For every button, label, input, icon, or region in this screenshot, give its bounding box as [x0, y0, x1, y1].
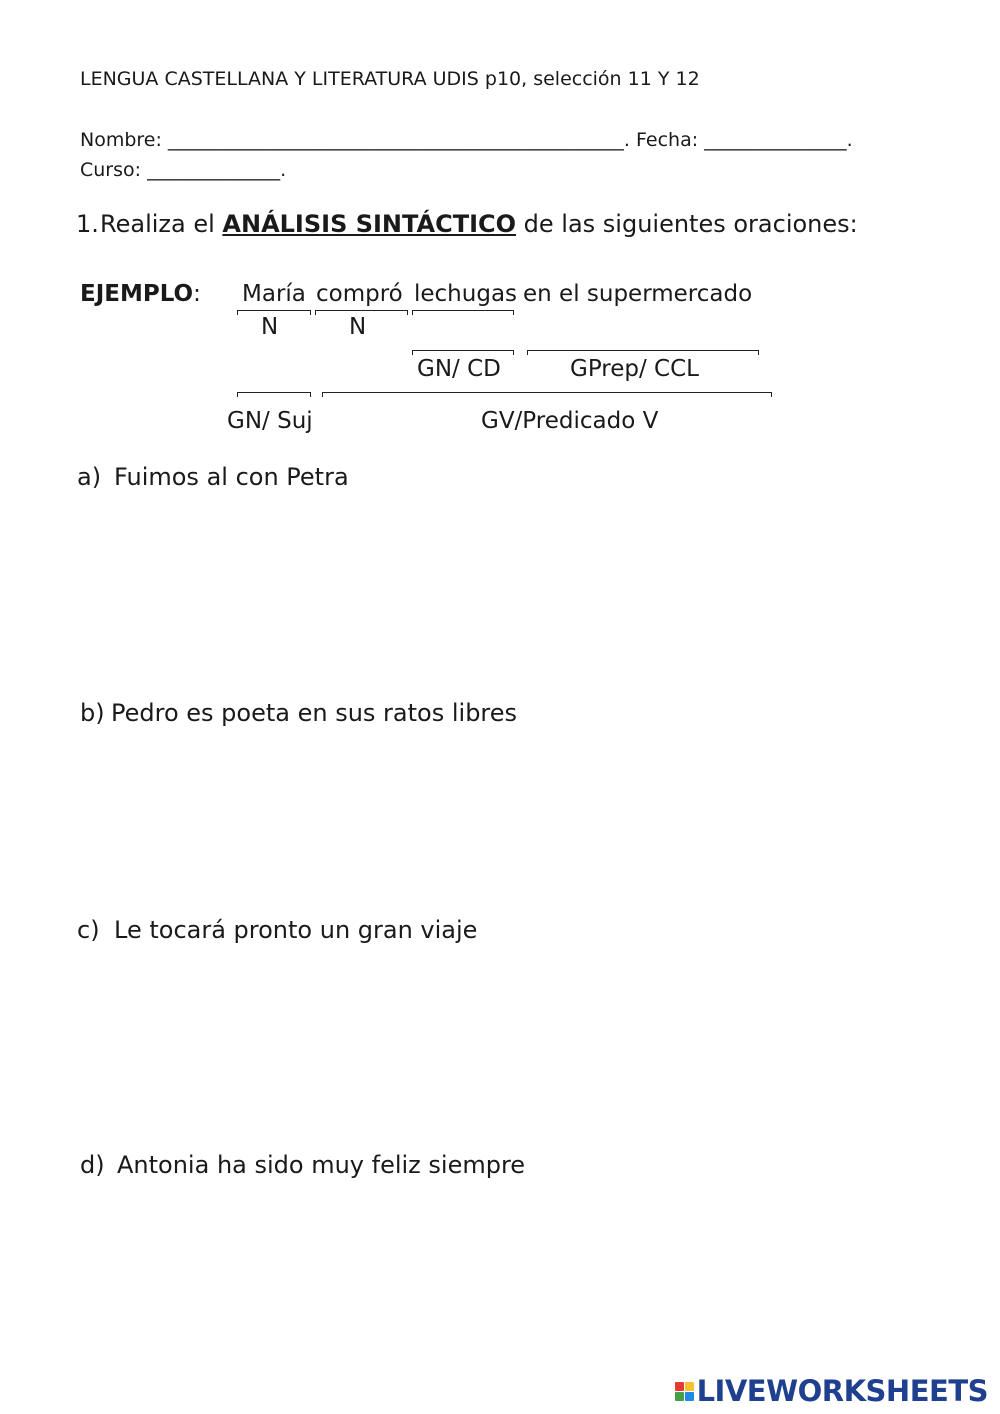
worksheet-title: LENGUA CASTELLANA Y LITERATURA UDIS p10, selección 11 Y 12 — [80, 68, 700, 90]
label-n-2: N — [349, 314, 367, 340]
bracket-gprep-ccl — [527, 350, 759, 355]
example-word-maria: María — [242, 281, 306, 307]
liveworksheets-brand — [675, 1374, 988, 1408]
task-text-after: de las siguientes oraciones: — [516, 210, 858, 238]
item-letter: c) — [77, 916, 100, 944]
label-gn-cd: GN/ CD — [417, 356, 501, 382]
bracket-gv-predicado — [322, 392, 772, 397]
label-gprep-ccl: GPrep/ CCL — [570, 356, 699, 382]
item-letter: a) — [77, 463, 102, 491]
label-n-1: N — [261, 314, 279, 340]
example-label: EJEMPLO: — [80, 281, 201, 307]
bracket-gn-cd — [412, 350, 514, 355]
item-text: Le tocará pronto un gran viaje — [114, 916, 478, 944]
sentence-item-b — [80, 699, 517, 727]
bracket-gn-suj — [237, 392, 311, 397]
item-letter: d) — [80, 1151, 105, 1179]
item-text: Antonia ha sido muy feliz siempre — [117, 1151, 526, 1179]
label-gn-suj: GN/ Suj — [227, 408, 313, 434]
task-number: 1. — [76, 210, 99, 238]
item-text: Pedro es poeta en sus ratos libres — [111, 699, 518, 727]
bracket-lechugas — [412, 310, 514, 315]
task-emphasis: ANÁLISIS SINTÁCTICO — [222, 210, 517, 238]
example-word-lechugas: lechugas — [414, 281, 518, 307]
sentence-item-a — [77, 463, 349, 491]
example-word-supermercado: en el supermercado — [523, 281, 753, 307]
liveworksheets-logo-icon — [675, 1382, 694, 1401]
task-instruction — [76, 210, 858, 238]
brand-name: LIVEWORKSHEETS — [696, 1374, 988, 1408]
task-text-before: Realiza el — [100, 210, 223, 238]
item-text: Fuimos al con Petra — [114, 463, 349, 491]
sentence-item-d — [80, 1151, 525, 1179]
item-letter: b) — [80, 699, 105, 727]
name-date-line: Nombre: ________________________________________________. Fecha: _______________. — [80, 129, 853, 151]
example-word-compro: compró — [316, 281, 403, 307]
course-line: Curso: ______________. — [80, 159, 287, 181]
sentence-item-c — [77, 916, 477, 944]
label-gv-predicado: GV/Predicado V — [481, 408, 659, 434]
